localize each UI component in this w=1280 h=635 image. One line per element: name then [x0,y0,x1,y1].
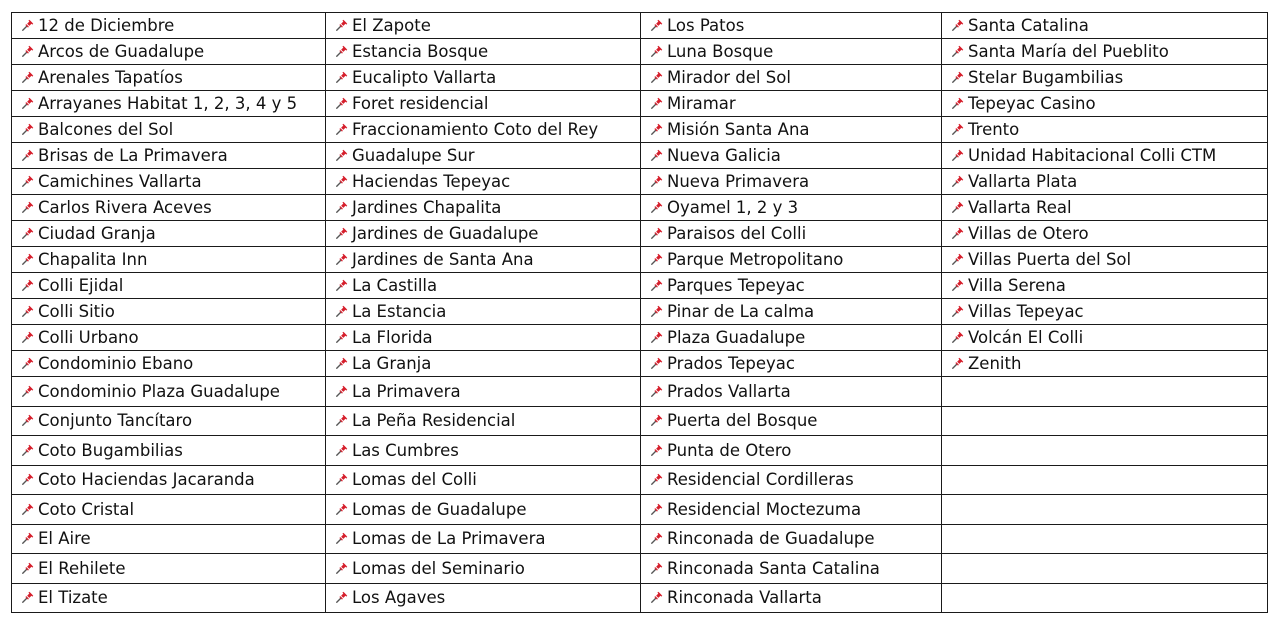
colonia-name: Arenales Tapatíos [38,68,183,87]
pushpin-icon [650,43,664,57]
table-cell [12,117,326,143]
table-cell [326,39,641,65]
colonia-name: Luna Bosque [667,42,774,61]
colonia-name: Carlos Rivera Aceves [38,198,212,217]
table-cell [12,273,326,299]
pushpin-icon [335,383,349,397]
pushpin-icon [21,383,35,397]
table-row [12,436,1268,466]
pushpin-icon [21,303,35,317]
colonia-name: Punta de Otero [667,440,792,460]
pushpin-icon [650,589,664,603]
colonia-name: Nueva Galicia [667,146,781,165]
colonia-name: Volcán El Colli [968,328,1084,347]
colonia-name: Coto Haciendas Jacaranda [38,470,255,490]
table-cell [942,195,1268,221]
table-row [12,39,1268,65]
colonia-name: Haciendas Tepeyac [352,172,511,191]
pushpin-icon [21,121,35,135]
table-cell [942,13,1268,39]
pushpin-icon [335,17,349,31]
pushpin-icon [335,199,349,213]
colonia-name: Camichines Vallarta [38,172,202,191]
colonia-name: La Granja [352,354,432,373]
table-body [12,13,1268,613]
table-cell [326,117,641,143]
table-cell [326,247,641,273]
table-row [12,406,1268,436]
pushpin-icon [951,251,965,265]
table-cell [641,39,942,65]
pushpin-icon [650,277,664,291]
table-cell [942,39,1268,65]
colonia-name: Villas Puerta del Sol [968,250,1132,269]
colonia-name: Plaza Guadalupe [667,328,806,347]
pushpin-icon [335,173,349,187]
colonia-name: Zenith [968,354,1022,373]
table-cell [641,351,942,377]
colonia-name: Vallarta Plata [968,172,1078,191]
colonia-name: Lomas del Seminario [352,558,525,578]
pushpin-icon [335,329,349,343]
table-cell [12,554,326,584]
pushpin-icon [951,121,965,135]
table-cell [641,65,942,91]
colonia-name: Colli Sitio [38,302,115,321]
table-row [12,299,1268,325]
table-cell [942,169,1268,195]
pushpin-icon [650,303,664,317]
colonia-name: Los Agaves [352,588,446,608]
table-row [12,65,1268,91]
colonias-table-container [11,12,1267,618]
colonia-name: Coto Bugambilias [38,440,183,460]
table-cell [12,13,326,39]
pushpin-icon [650,95,664,109]
table-cell [641,195,942,221]
table-row [12,465,1268,495]
colonia-name: Jardines de Santa Ana [352,250,534,269]
pushpin-icon [650,442,664,456]
table-cell [942,495,1268,525]
pushpin-icon [21,329,35,343]
pushpin-icon [650,412,664,426]
table-cell [641,583,942,613]
pushpin-icon [335,225,349,239]
pushpin-icon [650,121,664,135]
colonia-name: Lomas del Colli [352,470,477,490]
colonia-name: Stelar Bugambilias [968,68,1124,87]
colonia-name: Coto Cristal [38,499,135,519]
colonia-name: Residencial Cordilleras [667,470,854,490]
pushpin-icon [951,95,965,109]
table-cell [641,554,942,584]
table-cell [326,524,641,554]
colonia-name: Unidad Habitacional Colli CTM [968,146,1217,165]
colonia-name: La Primavera [352,381,461,401]
colonia-name: La Castilla [352,276,438,295]
colonia-name: Pinar de La calma [667,302,815,321]
pushpin-icon [650,225,664,239]
table-cell [942,436,1268,466]
pushpin-icon [650,383,664,397]
colonia-name: El Tizate [38,588,108,608]
pushpin-icon [650,173,664,187]
colonia-name: Puerta del Bosque [667,411,818,431]
table-cell [641,465,942,495]
table-cell [12,143,326,169]
pushpin-icon [21,173,35,187]
pushpin-icon [650,530,664,544]
table-cell [942,65,1268,91]
table-cell [942,273,1268,299]
pushpin-icon [650,69,664,83]
colonia-name: Parque Metropolitano [667,250,844,269]
table-cell [641,377,942,407]
pushpin-icon [951,355,965,369]
table-cell [12,377,326,407]
colonia-name: Fraccionamiento Coto del Rey [352,120,599,139]
table-cell [641,325,942,351]
colonia-name: Jardines Chapalita [352,198,502,217]
colonia-name: Eucalipto Vallarta [352,68,497,87]
table-row [12,325,1268,351]
colonia-name: Santa Catalina [968,16,1089,35]
colonia-name: Santa María del Pueblito [968,42,1169,61]
pushpin-icon [335,69,349,83]
table-cell [942,377,1268,407]
table-cell [641,13,942,39]
pushpin-icon [951,43,965,57]
colonia-name: Jardines de Guadalupe [352,224,539,243]
pushpin-icon [21,412,35,426]
table-row [12,195,1268,221]
pushpin-icon [335,277,349,291]
table-cell [942,351,1268,377]
table-cell [12,39,326,65]
pushpin-icon [21,530,35,544]
table-cell [12,465,326,495]
table-row [12,247,1268,273]
pushpin-icon [21,199,35,213]
table-cell [641,169,942,195]
table-row [12,583,1268,613]
pushpin-icon [335,355,349,369]
table-cell [326,299,641,325]
table-cell [326,65,641,91]
table-cell [641,524,942,554]
colonia-name: Trento [968,120,1020,139]
table-cell [641,247,942,273]
pushpin-icon [335,95,349,109]
pushpin-icon [650,471,664,485]
table-cell [326,351,641,377]
colonia-name: Colli Urbano [38,328,139,347]
pushpin-icon [335,471,349,485]
table-cell [641,91,942,117]
table-cell [641,495,942,525]
table-cell [326,169,641,195]
pushpin-icon [335,412,349,426]
table-cell [326,221,641,247]
pushpin-icon [951,17,965,31]
pushpin-icon [650,17,664,31]
pushpin-icon [21,95,35,109]
pushpin-icon [650,147,664,161]
pushpin-icon [21,251,35,265]
table-row [12,117,1268,143]
pushpin-icon [21,69,35,83]
colonia-name: Foret residencial [352,94,489,113]
table-cell [641,221,942,247]
pushpin-icon [21,355,35,369]
colonia-name: Prados Vallarta [667,381,791,401]
table-cell [12,91,326,117]
table-cell [326,273,641,299]
pushpin-icon [951,199,965,213]
table-cell [641,436,942,466]
colonia-name: Lomas de Guadalupe [352,499,527,519]
table-cell [326,195,641,221]
table-cell [12,65,326,91]
colonia-name: Condominio Plaza Guadalupe [38,381,280,401]
colonia-name: Miramar [667,94,736,113]
colonia-name: Conjunto Tancítaro [38,411,193,431]
table-cell [12,169,326,195]
pushpin-icon [650,199,664,213]
table-cell [326,377,641,407]
table-cell [942,325,1268,351]
table-cell [12,495,326,525]
colonia-name: El Zapote [352,16,431,35]
table-row [12,91,1268,117]
colonia-name: Prados Tepeyac [667,354,795,373]
table-cell [942,299,1268,325]
table-cell [326,583,641,613]
colonia-name: Rinconada Vallarta [667,588,822,608]
colonia-name: Colli Ejidal [38,276,124,295]
pushpin-icon [21,43,35,57]
table-cell [942,143,1268,169]
colonia-name: Chapalita Inn [38,250,148,269]
pushpin-icon [21,501,35,515]
table-cell [942,117,1268,143]
colonia-name: El Rehilete [38,558,126,578]
table-row [12,169,1268,195]
colonia-name: La Florida [352,328,433,347]
colonia-name: Rinconada de Guadalupe [667,529,875,549]
table-cell [641,143,942,169]
pushpin-icon [650,501,664,515]
pushpin-icon [335,303,349,317]
table-cell [942,247,1268,273]
pushpin-icon [650,251,664,265]
colonia-name: Condominio Ebano [38,354,194,373]
pushpin-icon [335,251,349,265]
table-cell [326,465,641,495]
table-cell [942,221,1268,247]
colonia-name: Mirador del Sol [667,68,791,87]
table-cell [12,436,326,466]
table-row [12,554,1268,584]
colonia-name: Los Patos [667,16,745,35]
colonia-name: Oyamel 1, 2 y 3 [667,198,799,217]
pushpin-icon [21,560,35,574]
colonia-name: La Peña Residencial [352,411,516,431]
table-row [12,524,1268,554]
table-cell [641,273,942,299]
table-cell [641,117,942,143]
colonia-name: Villas de Otero [968,224,1089,243]
pushpin-icon [951,69,965,83]
pushpin-icon [335,43,349,57]
pushpin-icon [650,329,664,343]
table-cell [326,436,641,466]
colonias-table [11,12,1268,613]
colonia-name: Arrayanes Habitat 1, 2, 3, 4 y 5 [38,94,298,113]
colonia-name: Residencial Moctezuma [667,499,862,519]
colonia-name: Lomas de La Primavera [352,529,546,549]
pushpin-icon [335,560,349,574]
table-row [12,273,1268,299]
colonia-name: Ciudad Granja [38,224,156,243]
table-cell [326,143,641,169]
colonia-name: Paraisos del Colli [667,224,807,243]
table-row [12,13,1268,39]
table-cell [12,195,326,221]
colonia-name: Balcones del Sol [38,120,174,139]
colonia-name: La Estancia [352,302,447,321]
pushpin-icon [335,147,349,161]
pushpin-icon [21,147,35,161]
table-cell [641,299,942,325]
pushpin-icon [335,121,349,135]
colonia-name: Tepeyac Casino [968,94,1096,113]
table-cell [12,524,326,554]
pushpin-icon [21,277,35,291]
table-cell [326,554,641,584]
table-row [12,495,1268,525]
pushpin-icon [335,530,349,544]
pushpin-icon [335,589,349,603]
table-row [12,221,1268,247]
colonia-name: 12 de Diciembre [38,16,175,35]
pushpin-icon [21,225,35,239]
table-cell [326,13,641,39]
table-cell [326,495,641,525]
table-cell [641,406,942,436]
colonia-name: Arcos de Guadalupe [38,42,205,61]
table-row [12,377,1268,407]
pushpin-icon [650,560,664,574]
table-cell [326,325,641,351]
colonia-name: Las Cumbres [352,440,459,460]
colonia-name: Parques Tepeyac [667,276,805,295]
colonia-name: Vallarta Real [968,198,1072,217]
table-cell [942,554,1268,584]
table-cell [942,406,1268,436]
colonia-name: Nueva Primavera [667,172,810,191]
colonia-name: Villa Serena [968,276,1066,295]
colonia-name: El Aire [38,529,91,549]
colonia-name: Rinconada Santa Catalina [667,558,880,578]
table-cell [12,583,326,613]
table-cell [12,325,326,351]
table-cell [942,91,1268,117]
pushpin-icon [21,442,35,456]
colonia-name: Villas Tepeyac [968,302,1084,321]
colonia-name: Brisas de La Primavera [38,146,228,165]
pushpin-icon [951,173,965,187]
pushpin-icon [951,225,965,239]
pushpin-icon [21,17,35,31]
table-cell [12,221,326,247]
table-cell [326,406,641,436]
table-row [12,351,1268,377]
pushpin-icon [650,355,664,369]
pushpin-icon [335,501,349,515]
table-row [12,143,1268,169]
table-cell [12,247,326,273]
pushpin-icon [951,303,965,317]
colonia-name: Misión Santa Ana [667,120,810,139]
table-cell [12,299,326,325]
table-cell [942,524,1268,554]
pushpin-icon [951,329,965,343]
pushpin-icon [335,442,349,456]
table-cell [326,91,641,117]
table-cell [942,465,1268,495]
pushpin-icon [21,589,35,603]
colonia-name: Guadalupe Sur [352,146,475,165]
pushpin-icon [21,471,35,485]
pushpin-icon [951,147,965,161]
table-cell [12,351,326,377]
table-cell [942,583,1268,613]
pushpin-icon [951,277,965,291]
table-cell [12,406,326,436]
colonia-name: Estancia Bosque [352,42,489,61]
